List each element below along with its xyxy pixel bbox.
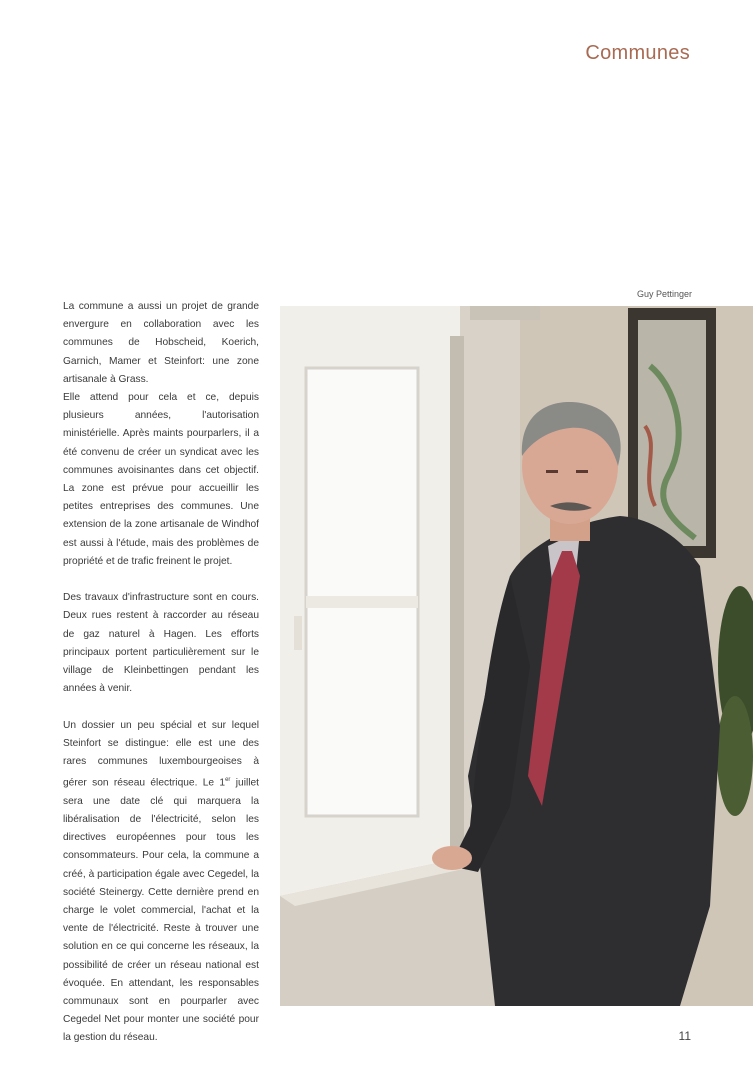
paragraph-1: La commune a aussi un projet de grande envergure en collaboration avec les communes de Hobscheid, Koerich, Garnich, Mamer et Steinfort: une zone artisanale à Grass. [63,301,259,385]
paragraph-4-start: Un dossier un peu spécial et sur lequel Steinfort se distingue: elle est une des rares communes luxembourgeoises à gérer son réseau électrique. Le 1 [63,719,259,789]
page-number: 11 [678,1029,691,1043]
section-title: Communes [585,42,690,64]
paragraph-4-end: juillet sera une date clé qui marquera la libéralisation de l'électricité, selon les directives européennes pour tous les consommateurs. Pour cela, la commune a créé, à participation égale avec Cegedel, la société Steinergy. Cette dernière prend en charge le volet commercial, l'achat et la vente de l'électricité. Reste à trouver une solution en ce qui concerne les réseaux, la possibilité de créer un réseau national est évoquée. En attendant, les responsables communaux sont en pourparler avec Cegedel Net pour monter une société pour la gestion du réseau. [63,777,259,1044]
portrait-photo [280,306,753,1006]
paragraph-3: Des travaux d'infrastructure sont en cours. Deux rues restent à raccorder au réseau de gaz naturel à Hagen. Les efforts principaux portent particulièrement sur le village de Kleinbettingen pendant les années à venir. [63,592,259,695]
paragraph-2: Elle attend pour cela et ce, depuis plusieurs années, l'autorisation ministérielle. Après maints pourparlers, il a été convenu de créer un syndicat avec les communes avoisinantes dans cet objectif. La zone est prévue pour accueillir les petites entreprises des communes. Une extension de la zone artisanale de Windhof est aussi à l'étude, mais des problèmes de propriété et de trafic freinent le projet. [63,392,259,567]
photo-credit: Guy Pettinger [636,289,692,299]
ordinal-suffix: er [225,777,231,784]
article-body [63,298,259,1048]
paragraph-4 [63,717,259,1048]
portrait-illustration [280,306,753,1006]
